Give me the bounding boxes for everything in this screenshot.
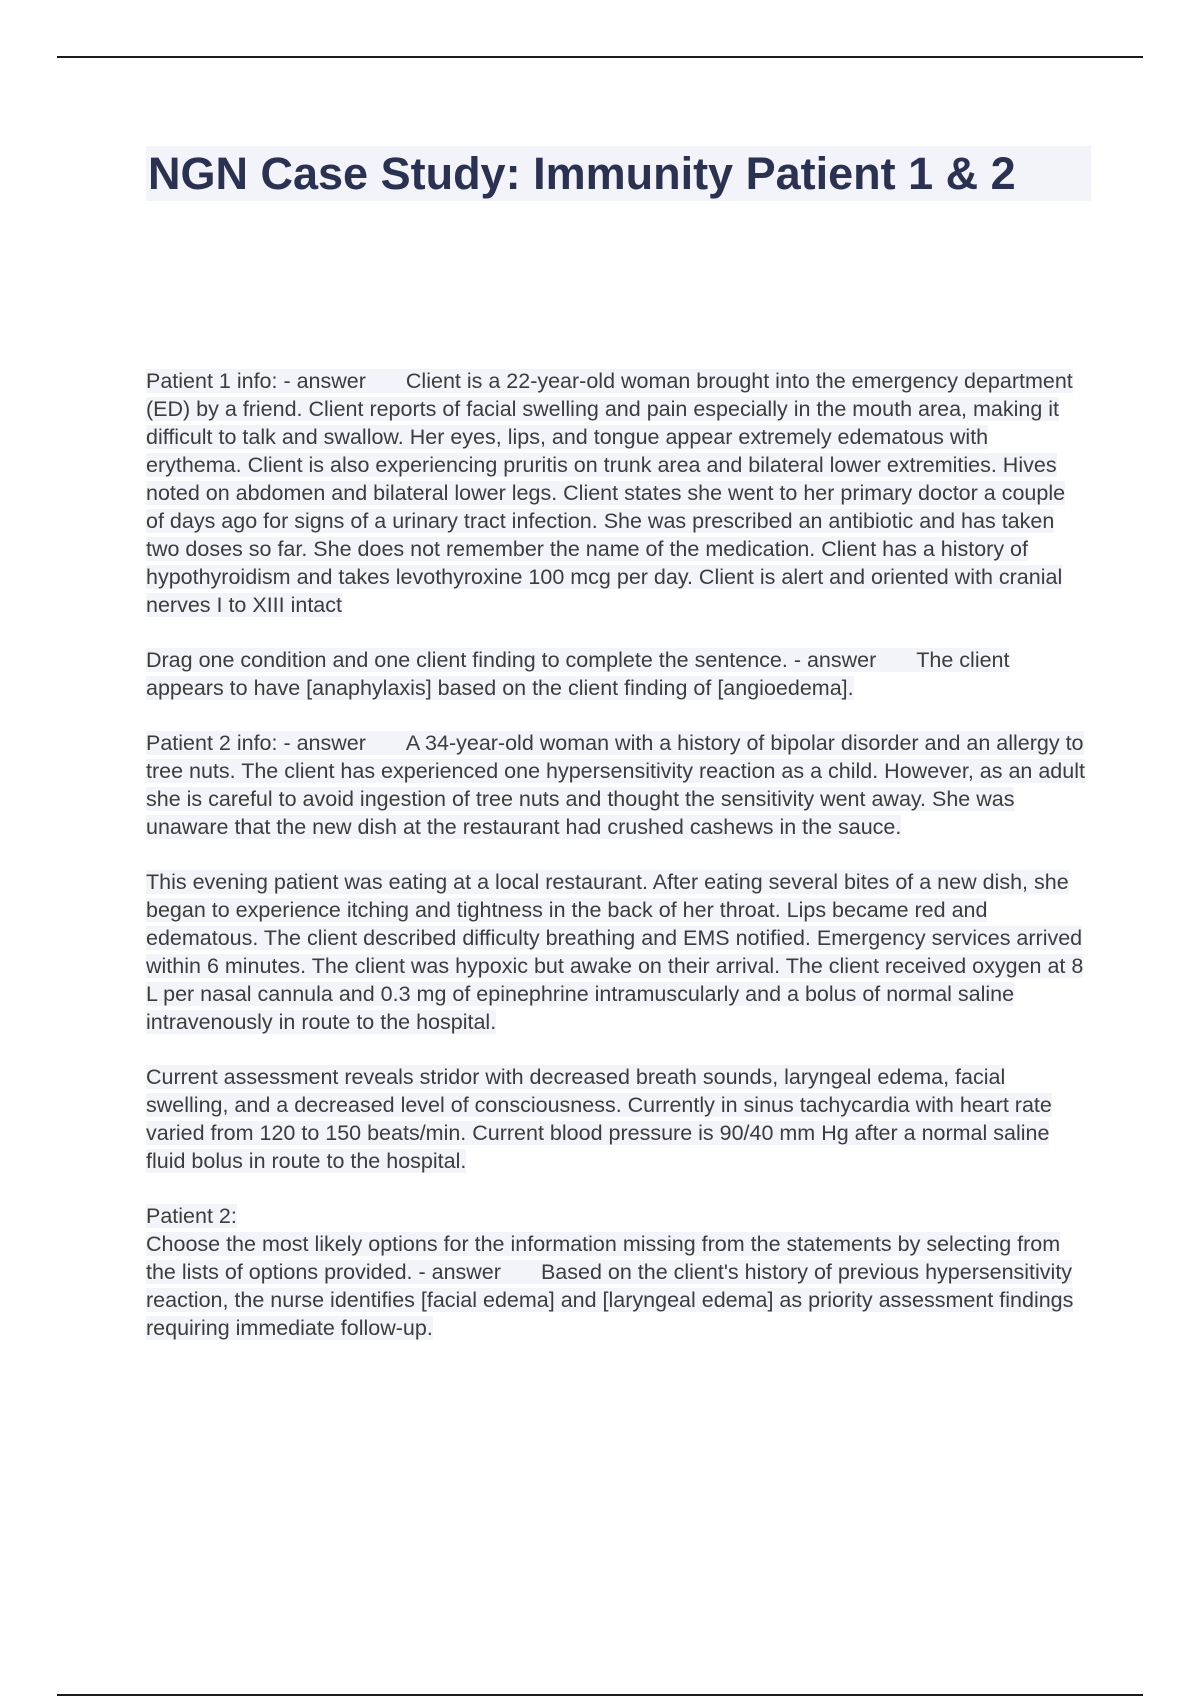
answer-text: The client appears to have [anaphylaxis] based on the client finding of [angioedema]. [146,648,1010,700]
paragraph-text: Current assessment reveals stridor with decreased breath sounds, laryngeal edema, facial swelling, and a decreased level of consciousness. Currently in sinus tachycardia with heart rate varied from 120 to 150 beats/min. Current blood pressure is 90/40 mm Hg after a normal saline fluid bolus in route to the hospital. [146,1065,1052,1173]
question-text: Choose the most likely options for the information missing from the statements by selecting from the lists of options provided. - answer [146,1232,1061,1284]
paragraph-current-assessment [146,1063,1086,1175]
answer-text: A 34-year-old woman with a history of bipolar disorder and an allergy to tree nuts. The client has experienced one hypersensitivity reaction as a child. However, as an adult she is careful to avoid ingestion of tree nuts and thought the sensitivity went away. She was unaware that the new dish at the restaurant had crushed cashews in the sauce. [146,731,1085,839]
top-rule [57,56,1143,58]
qa-patient2-info [146,729,1086,841]
paragraph-text: This evening patient was eating at a local restaurant. After eating several bites of a new dish, she began to experience itching and tightness in the back of her throat. Lips became red and edematous. The client described difficulty breathing and EMS notified. Emergency services arrived within 6 minutes. The client was hypoxic but awake on their arrival. The client received oxygen at 8 L per nasal cannula and 0.3 mg of epinephrine intramuscularly and a bolus of normal saline intravenously in route to the hospital. [146,870,1084,1034]
bottom-rule [57,1694,1143,1696]
paragraph-restaurant-event [146,868,1086,1036]
qa-patient1-info [146,367,1086,619]
question-text: Drag one condition and one client finding to complete the sentence. - answer [146,648,877,672]
answer-text: Based on the client's history of previous hypersensitivity reaction, the nurse identifies [facial edema] and [laryngeal edema] as priority assessment findings requiring immediate follow-up. [146,1260,1074,1340]
qa-drag-condition [146,646,1086,702]
qa-patient2-priority [146,1202,1086,1342]
answer-text: Client is a 22-year-old woman brought into the emergency department (ED) by a friend. Client reports of facial swelling and pain especially in the mouth area, making it difficult to talk and swallow. Her eyes, lips, and tongue appear extremely edematous with erythema. Client is also experiencing pruritis on trunk area and bilateral lower extremities. Hives noted on abdomen and bilateral lower legs. Client states she went to her primary doctor a couple of days ago for signs of a urinary tract infection. She was prescribed an antibiotic and has taken two doses so far. She does not remember the name of the medication. Client has a history of hypothyroidism and takes levothyroxine 100 mcg per day. Client is alert and oriented with cranial nerves I to XIII intact [146,369,1073,617]
question-text: Patient 1 info: - answer [146,369,366,393]
entry-heading: Patient 2: [146,1204,237,1228]
question-text: Patient 2 info: - answer [146,731,366,755]
document-body [146,367,1086,1369]
document-title: NGN Case Study: Immunity Patient 1 & 2 [146,146,1091,201]
